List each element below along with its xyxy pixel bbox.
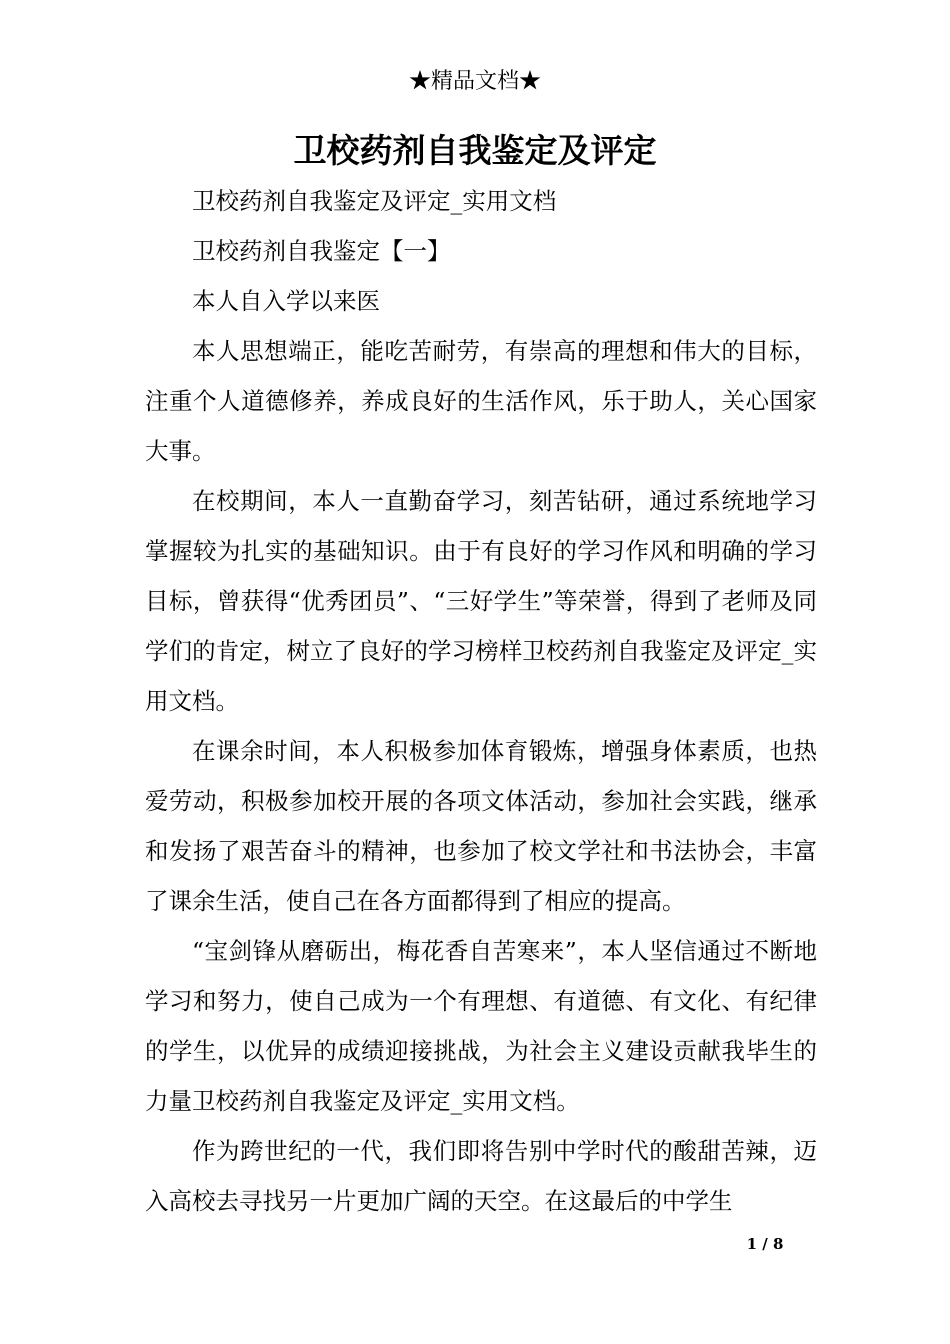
paragraph: 作为跨世纪的一代，我们即将告别中学时代的酸甜苦辣，迈入高校去寻找另一片更加广阔的天空。在这最后的中学生 [145,1137,817,1215]
document-body [145,176,817,1226]
page-number: 1 / 8 [746,1235,784,1253]
paragraph: “宝剑锋从磨砺出，梅花香自苦寒来”，本人坚信通过不断地学习和努力，使自己成为一个有理想、有道德、有文化、有纪律的学生，以优异的成绩迎接挑战，为社会主义建设贡献我毕生的力量卫校药剂自我鉴定及评定_实用文档。 [145,937,817,1115]
paragraph-subtitle: 卫校药剂自我鉴定及评定_实用文档 [192,187,557,215]
paragraph: 在校期间，本人一直勤奋学习，刻苦钻研，通过系统地学习掌握较为扎实的基础知识。由于有良好的学习作风和明确的学习目标，曾获得“优秀团员”、“三好学生”等荣誉，得到了老师及同学们的肯定，树立了良好的学习榜样卫校药剂自我鉴定及评定_实用文档。 [145,487,817,715]
paragraph: 在课余时间，本人积极参加体育锻炼，增强身体素质，也热爱劳动，积极参加校开展的各项文体活动，参加社会实践，继承和发扬了艰苦奋斗的精神，也参加了校文学社和书法协会，丰富了课余生活，使自己在各方面都得到了相应的提高。 [145,737,817,915]
document-title: 卫校药剂自我鉴定及评定 [293,131,657,170]
paragraph-section-heading: 卫校药剂自我鉴定【一】 [192,237,451,265]
page-header: ★精品文档★ [408,69,541,94]
paragraph: 本人思想端正，能吃苦耐劳，有崇高的理想和伟大的目标，注重个人道德修养，养成良好的生活作风，乐于助人，关心国家大事。 [145,337,817,465]
paragraph: 本人自入学以来医 [192,287,380,315]
